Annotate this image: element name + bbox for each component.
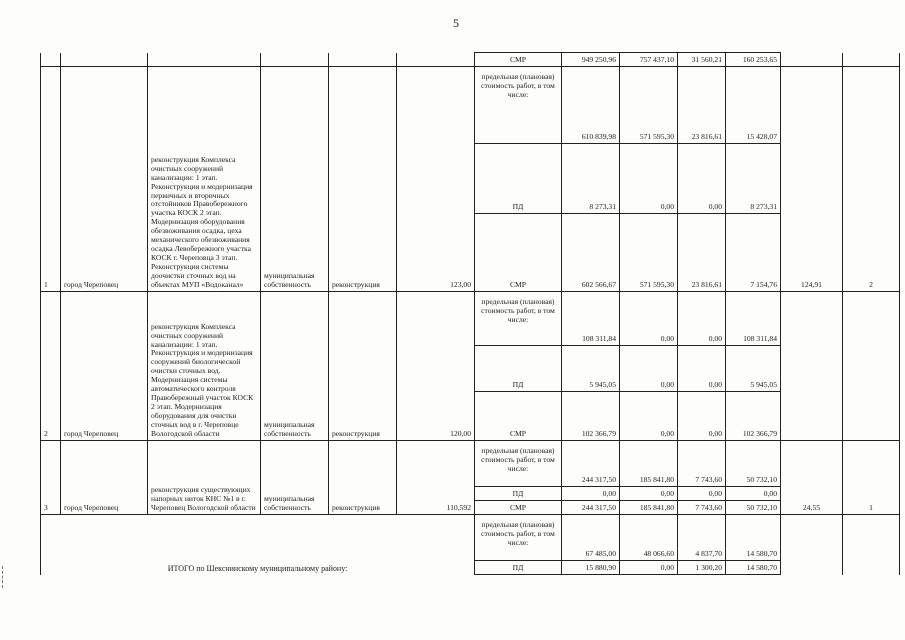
row-description: реконструкция существующих напорных ниток КНС №1 в г. Череповец Вологодской области bbox=[148, 441, 261, 515]
pd-total: 5 945,05 bbox=[562, 346, 620, 392]
row-number: 2 bbox=[41, 292, 61, 441]
planned-federal: 571 595,30 bbox=[620, 67, 678, 144]
budget-table bbox=[40, 52, 900, 575]
total-type-planned: предельная (плановая) стоимость работ, в том числе: bbox=[475, 515, 562, 561]
planned-federal: 185 841,80 bbox=[620, 441, 678, 487]
row-type-planned: предельная (плановая) стоимость работ, в том числе: bbox=[475, 441, 562, 487]
row-description: реконструкция Комплекса очистных сооружений канализации: 1 этап. Реконструкция и модернизация первичных и вторичных отстойников Правобережного участка КОСК 2 этап. Модернизация оборудования обезвоживания осадка, цеха механического обезвоживания осадка Левобережного участка КОСК г. Череповца 3 этап. Реконструкция системы доочистки сточных вод на объектах МУП «Водоканал» bbox=[148, 67, 261, 292]
smr-total: 244 317,50 bbox=[562, 501, 620, 515]
row-type-planned: предельная (плановая) стоимость работ, в том числе: bbox=[475, 292, 562, 346]
row-extra-2: 2 bbox=[843, 67, 900, 292]
page-number: 5 bbox=[453, 16, 459, 30]
carry-regional: 31 560,21 bbox=[678, 53, 726, 67]
row-extra-1: 124,91 bbox=[781, 67, 843, 292]
planned-local: 50 732,10 bbox=[726, 441, 781, 487]
row-capacity: 110,592 bbox=[397, 441, 475, 515]
total-pd-federal: 0,00 bbox=[620, 561, 678, 575]
row-type-planned: предельная (плановая) стоимость работ, в том числе: bbox=[475, 67, 562, 144]
row-place: город Череповец bbox=[61, 67, 148, 292]
total-type-pd: ПД bbox=[475, 561, 562, 575]
row-kind: реконструкция bbox=[329, 67, 397, 292]
smr-regional: 23 816,61 bbox=[678, 214, 726, 292]
pd-total: 8 273,31 bbox=[562, 144, 620, 214]
row-place: город Череповец bbox=[61, 292, 148, 441]
total-planned-total: 67 485,00 bbox=[562, 515, 620, 561]
table-row bbox=[41, 292, 900, 346]
pd-total: 0,00 bbox=[562, 487, 620, 501]
planned-total: 244 317,50 bbox=[562, 441, 620, 487]
carry-type: СМР bbox=[475, 53, 562, 67]
row-kind: реконструкция bbox=[329, 441, 397, 515]
pd-federal: 0,00 bbox=[620, 144, 678, 214]
planned-total: 108 311,84 bbox=[562, 292, 620, 346]
row-ownership: муниципальная собственность bbox=[261, 67, 329, 292]
carry-total: 949 250,96 bbox=[562, 53, 620, 67]
total-planned-regional: 4 837,70 bbox=[678, 515, 726, 561]
planned-regional: 0,00 bbox=[678, 292, 726, 346]
row-capacity: 120,00 bbox=[397, 292, 475, 441]
smr-local: 102 366,79 bbox=[726, 392, 781, 441]
smr-federal: 185 841,80 bbox=[620, 501, 678, 515]
pd-regional: 0,00 bbox=[678, 487, 726, 501]
planned-federal: 0,00 bbox=[620, 292, 678, 346]
row-extra-1: 24,55 bbox=[781, 441, 843, 515]
row-ownership: муниципальная собственность bbox=[261, 441, 329, 515]
smr-total: 102 366,79 bbox=[562, 392, 620, 441]
row-type-smr: СМР bbox=[475, 214, 562, 292]
row-kind: реконструкция bbox=[329, 292, 397, 441]
pd-local: 5 945,05 bbox=[726, 346, 781, 392]
table-row bbox=[41, 67, 900, 144]
scan-edge-mark bbox=[2, 566, 5, 588]
planned-total: 610 839,98 bbox=[562, 67, 620, 144]
pd-regional: 0,00 bbox=[678, 346, 726, 392]
planned-regional: 7 743,60 bbox=[678, 441, 726, 487]
smr-federal: 0,00 bbox=[620, 392, 678, 441]
planned-local: 15 428,07 bbox=[726, 67, 781, 144]
carry-federal: 757 437,10 bbox=[620, 53, 678, 67]
table-row bbox=[41, 441, 900, 487]
row-type-pd: ПД bbox=[475, 144, 562, 214]
pd-federal: 0,00 bbox=[620, 346, 678, 392]
smr-local: 7 154,76 bbox=[726, 214, 781, 292]
total-planned-federal: 48 066,60 bbox=[620, 515, 678, 561]
row-extra-2: 1 bbox=[843, 441, 900, 515]
pd-local: 0,00 bbox=[726, 487, 781, 501]
pd-regional: 0,00 bbox=[678, 144, 726, 214]
row-capacity: 123,00 bbox=[397, 67, 475, 292]
total-label: ИТОГО по Шекснинскому муниципальному району: bbox=[41, 515, 475, 575]
carry-local: 160 253,65 bbox=[726, 53, 781, 67]
carry-row bbox=[41, 53, 900, 67]
planned-local: 108 311,84 bbox=[726, 292, 781, 346]
total-pd-regional: 1 300,20 bbox=[678, 561, 726, 575]
row-type-pd: ПД bbox=[475, 487, 562, 501]
row-number: 1 bbox=[41, 67, 61, 292]
total-planned-local: 14 580,70 bbox=[726, 515, 781, 561]
smr-total: 602 566,67 bbox=[562, 214, 620, 292]
row-type-smr: СМР bbox=[475, 392, 562, 441]
planned-regional: 23 816,61 bbox=[678, 67, 726, 144]
pd-federal: 0,00 bbox=[620, 487, 678, 501]
total-pd-total: 15 880,90 bbox=[562, 561, 620, 575]
row-type-pd: ПД bbox=[475, 346, 562, 392]
smr-regional: 0,00 bbox=[678, 392, 726, 441]
smr-local: 50 732,10 bbox=[726, 501, 781, 515]
row-place: город Череповец bbox=[61, 441, 148, 515]
smr-regional: 7 743,60 bbox=[678, 501, 726, 515]
smr-federal: 571 595,30 bbox=[620, 214, 678, 292]
total-row bbox=[41, 515, 900, 561]
total-pd-local: 14 580,70 bbox=[726, 561, 781, 575]
row-type-smr: СМР bbox=[475, 501, 562, 515]
row-ownership: муниципальная собственность bbox=[261, 292, 329, 441]
row-number: 3 bbox=[41, 441, 61, 515]
pd-local: 8 273,31 bbox=[726, 144, 781, 214]
row-description: реконструкция Комплекса очистных сооружений канализации: 1 этап. Реконструкция и модернизация сооружений биологической очистки сточных вод. Модернизация системы автоматического контроля Правобережный участок КОСК 2 этап. Модернизация оборудования для очистки сточных вод в г. Череповце Вологодской области bbox=[148, 292, 261, 441]
